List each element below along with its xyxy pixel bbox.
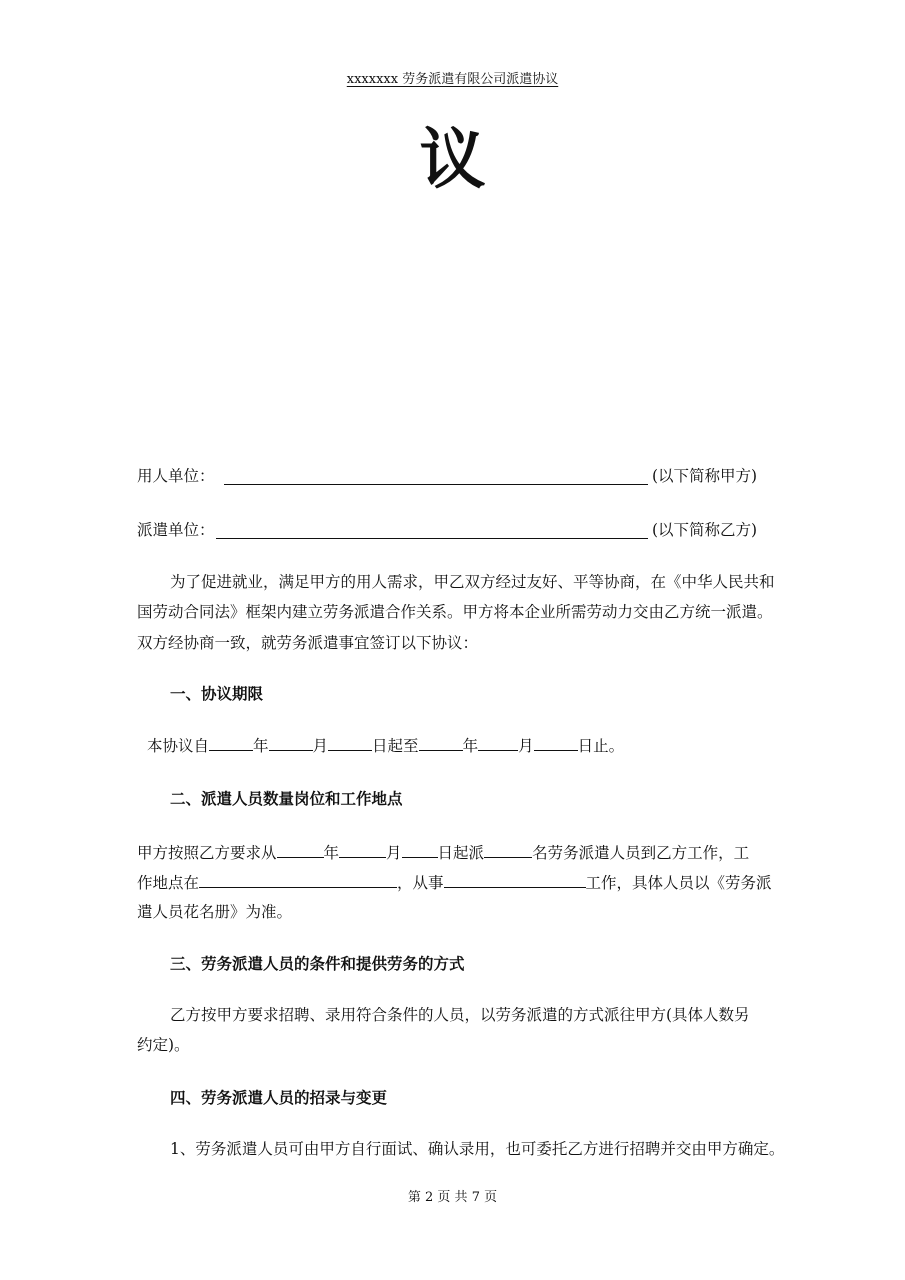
staffing-line: 遣人员花名册》为准。 xyxy=(137,903,293,921)
dispatcher-blank[interactable] xyxy=(216,538,648,539)
staffing-blank[interactable] xyxy=(402,842,438,858)
dispatcher-label: 派遣单位： xyxy=(137,521,215,539)
staffing-blank[interactable] xyxy=(277,842,324,858)
conditions-line: 约定)。 xyxy=(137,1036,190,1054)
location-blank[interactable] xyxy=(199,872,397,888)
term-blank[interactable] xyxy=(534,735,578,751)
big-title: 议 xyxy=(419,120,486,198)
page-footer: 第 2 页 共 7 页 xyxy=(407,1190,498,1205)
term-blank[interactable] xyxy=(328,735,372,751)
intro-line: 为了促进就业，满足甲方的用人需求，甲乙双方经过友好、平等协商，在《中华人民共和 xyxy=(170,573,775,591)
term-paragraph: 本协议自 年 月 日起至 年 月 日止。 xyxy=(147,737,625,755)
section-heading: 四、劳务派遣人员的招录与变更 xyxy=(170,1088,388,1107)
employer-note: (以下简称甲方) xyxy=(652,467,758,485)
section-heading: 三、劳务派遣人员的条件和提供劳务的方式 xyxy=(170,954,465,973)
staffing-line: 作地点在 ，从事 工作，具体人员以《劳务派 xyxy=(137,874,772,892)
conditions-line: 乙方按甲方要求招聘、录用符合条件的人员，以劳务派遣的方式派往甲方(具体人数另 xyxy=(170,1006,750,1024)
employer-label: 用人单位： xyxy=(137,467,215,485)
work-blank[interactable] xyxy=(444,872,586,888)
staffing-line: 甲方按照乙方要求从 年 月 日起派 名劳务派遣人员到乙方工作，工 xyxy=(137,844,750,862)
employer-blank[interactable] xyxy=(224,484,648,485)
page-header: xxxxxxx 劳务派遣有限公司派遣协议 xyxy=(346,72,559,87)
intro-line: 双方经协商一致，就劳务派遣事宜签订以下协议： xyxy=(137,634,479,652)
term-blank[interactable] xyxy=(209,735,253,751)
staffing-blank[interactable] xyxy=(339,842,386,858)
section-heading: 二、派遣人员数量岗位和工作地点 xyxy=(170,789,403,808)
dispatcher-note: (以下简称乙方) xyxy=(652,521,758,539)
term-blank[interactable] xyxy=(478,735,518,751)
term-blank[interactable] xyxy=(269,735,313,751)
recruitment-line: 1、劳务派遣人员可由甲方自行面试、确认录用，也可委托乙方进行招聘并交由甲方确定。 xyxy=(170,1140,785,1158)
staffing-blank[interactable] xyxy=(484,842,532,858)
term-blank[interactable] xyxy=(419,735,463,751)
section-heading: 一、协议期限 xyxy=(170,684,264,703)
intro-line: 国劳动合同法》框架内建立劳务派遣合作关系。甲方将本企业所需劳动力交由乙方统一派遣。 xyxy=(137,603,773,621)
